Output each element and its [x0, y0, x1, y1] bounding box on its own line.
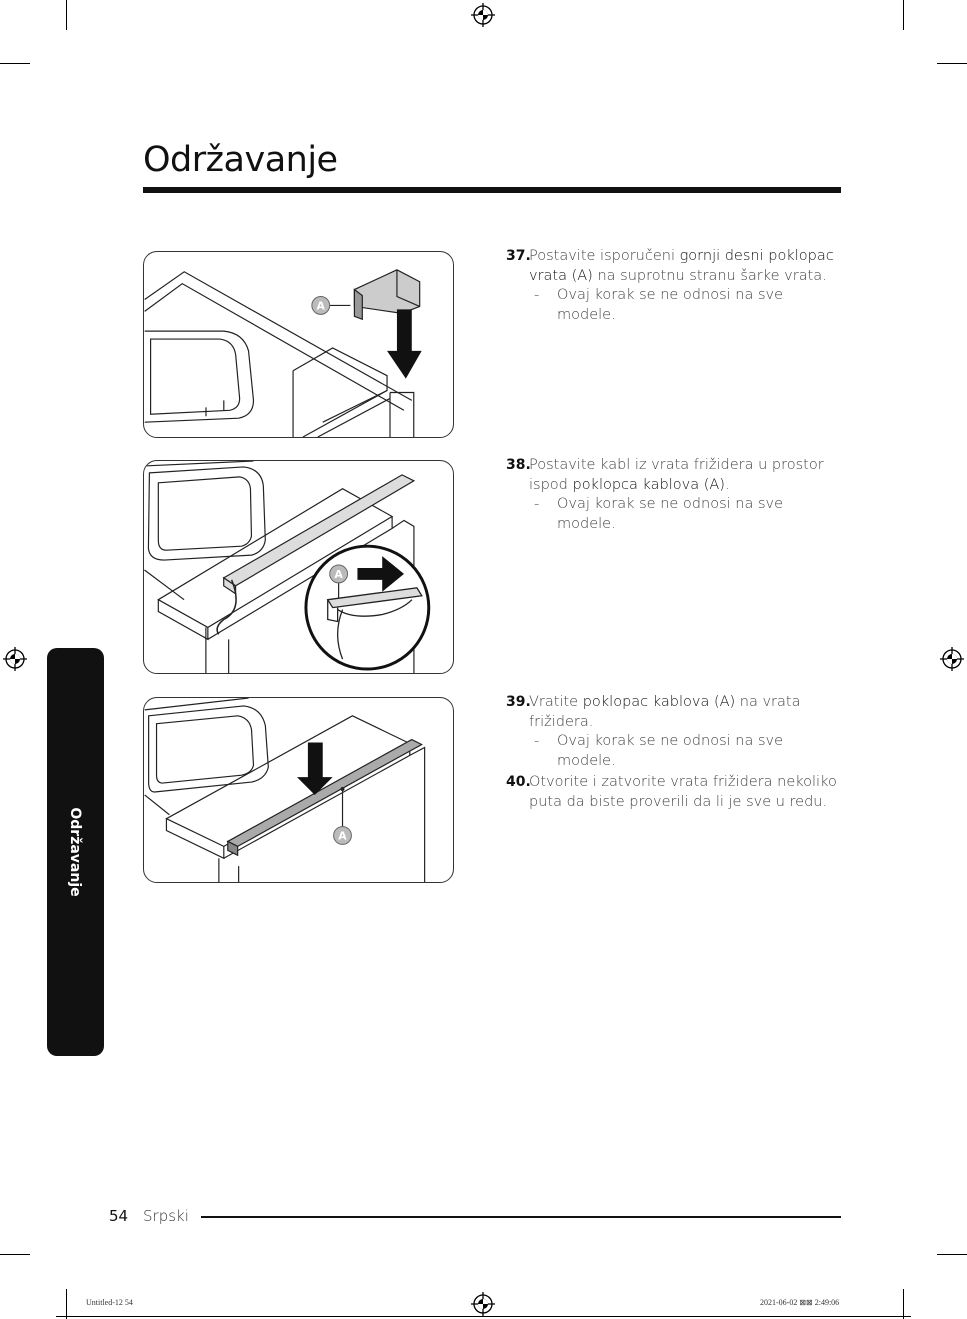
crop-mark [937, 63, 967, 64]
crop-mark [0, 1254, 30, 1255]
step-note [506, 286, 846, 325]
figure-callout: A [316, 299, 325, 313]
page-title: Održavanje [143, 140, 338, 180]
cable-routing-illustration [144, 461, 453, 673]
step-emphasis: poklopca kablova (A) [572, 476, 725, 493]
note-text: Ovaj korak se ne odnosi na sve modele. [557, 496, 783, 532]
crop-mark [56, 1316, 911, 1317]
crop-mark [66, 0, 67, 30]
step-block-38 [506, 456, 846, 534]
step-emphasis: poklopac kablova (A) [582, 694, 736, 710]
crop-mark [937, 1254, 967, 1255]
figure-callout: A [334, 567, 343, 581]
note-text: Ovaj korak se ne odnosi na sve modele. [557, 287, 783, 323]
step-text: . [724, 476, 730, 493]
print-slug-left: Untitled-12 54 [86, 1298, 133, 1307]
step-text: Postavite kabl iz vrata frižidera u prostor ispod [529, 457, 824, 493]
step-text: na suprotnu stranu šarke vrata. [592, 267, 827, 284]
step-text: Otvorite i zatvorite vrata frižidera nekoliko puta da biste proverili da li je sve u redu. [529, 774, 837, 810]
step-38 [506, 456, 846, 495]
registration-mark-icon [940, 647, 964, 671]
step-block-39-40 [506, 693, 846, 812]
registration-mark-icon [3, 647, 27, 671]
cable-cover-refit-illustration [144, 698, 453, 882]
registration-mark-icon [471, 1292, 495, 1316]
crop-mark [0, 63, 30, 64]
print-slug-right: 2021-06-02 ⊠⊠ 2:49:06 [760, 1298, 840, 1307]
crop-mark [66, 1289, 67, 1319]
step-number: 38. [506, 457, 531, 473]
figure-callout: A [338, 829, 347, 843]
note-text: Ovaj korak se ne odnosi na sve modele. [557, 733, 783, 769]
step-note [506, 732, 846, 771]
title-rule [143, 187, 841, 193]
section-side-tab-label: Održavanje [67, 807, 83, 897]
step-note [506, 495, 846, 534]
step-block-37 [506, 247, 846, 325]
figure-cable-routing [143, 460, 454, 674]
step-number: 37. [506, 248, 531, 264]
step-emphasis: gornji desni poklopac vrata (A) [529, 248, 834, 284]
step-39 [506, 693, 846, 732]
note-dash: - [534, 733, 540, 749]
registration-mark-icon [471, 3, 495, 27]
page-number: 54 [109, 1207, 129, 1225]
step-number: 39. [506, 694, 531, 710]
crop-mark [903, 0, 904, 30]
footer-language: Srpski [143, 1207, 189, 1225]
figure-door-cover-install [143, 251, 454, 438]
step-number: 40. [506, 774, 531, 790]
step-text: Vratite [529, 694, 583, 710]
footer-rule [201, 1216, 841, 1218]
figure-cable-cover-refit [143, 697, 454, 883]
step-text: na vrata frižidera. [529, 694, 801, 730]
crop-mark [903, 1289, 904, 1319]
step-37 [506, 247, 846, 286]
door-cover-illustration [144, 252, 453, 437]
step-text: Postavite isporučeni [529, 248, 680, 264]
note-dash: - [534, 496, 540, 512]
note-dash: - [534, 287, 540, 303]
step-40 [506, 773, 846, 812]
